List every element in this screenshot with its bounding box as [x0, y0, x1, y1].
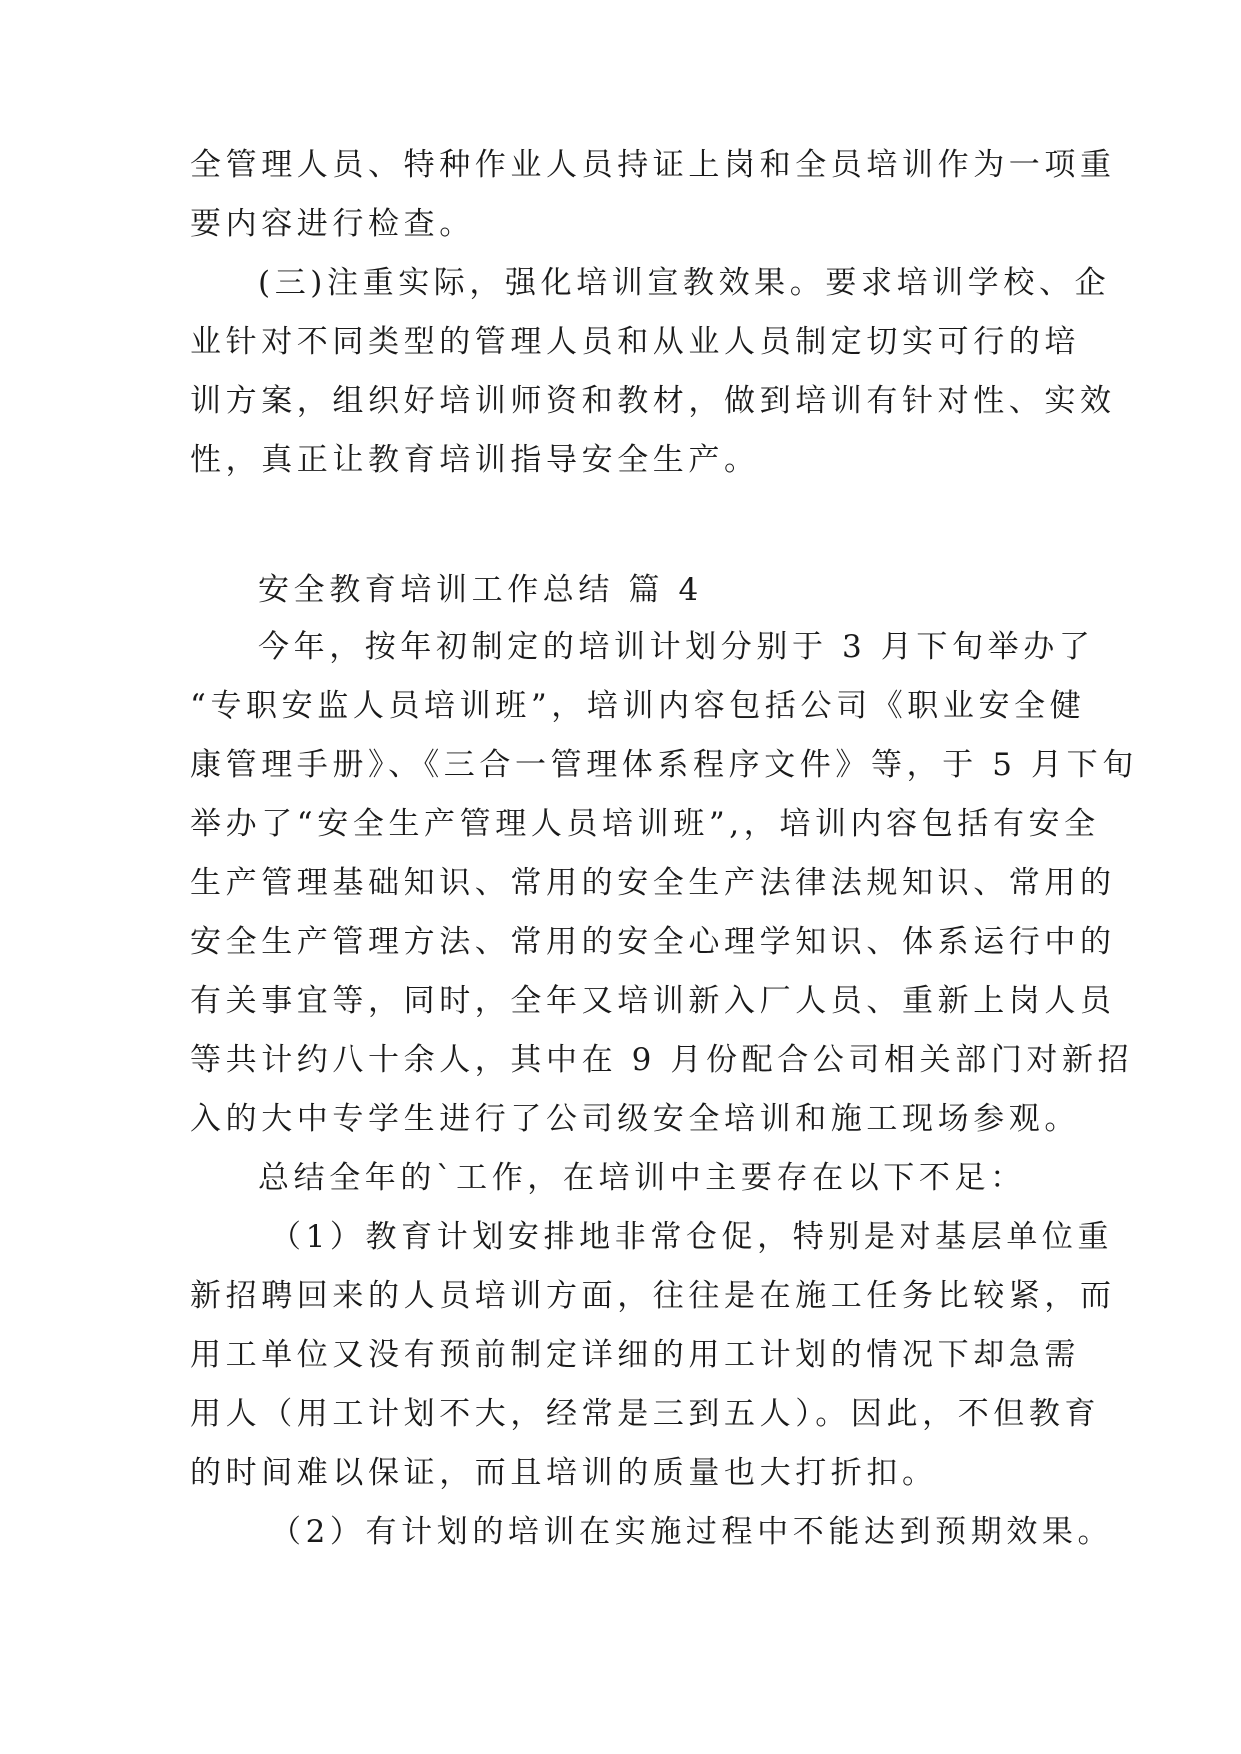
- paragraph-line: 用工单位又没有预前制定详细的用工计划的情况下却急需: [190, 1337, 1080, 1373]
- paragraph-line: 等共计约八十余人，其中在 9 月份配合公司相关部门对新招: [190, 1042, 1134, 1078]
- paragraph-line: 康管理手册》、《三合一管理体系程序文件》等，于 5 月下旬: [190, 747, 1138, 783]
- paragraph-line: （2）有计划的培训在实施过程中不能达到预期效果。: [270, 1514, 1114, 1550]
- section-2-text: [190, 618, 1138, 1562]
- paragraph-line: “专职安监人员培训班”，培训内容包括公司《职业安全健: [190, 688, 1086, 724]
- paragraph-line: 的时间难以保证，而且培训的质量也大打折扣。: [190, 1455, 938, 1491]
- section-1-text: [190, 136, 1116, 490]
- paragraph-line: 举办了“安全生产管理人员培训班”,，培训内容包括有安全: [190, 806, 1100, 842]
- paragraph-line: 今年，按年初制定的培训计划分别于 3 月下旬举办了: [258, 629, 1095, 665]
- paragraph-line: 业针对不同类型的管理人员和从业人员制定切实可行的培: [190, 324, 1080, 360]
- paragraph-line: (三)注重实际，强化培训宣教效果。要求培训学校、企: [258, 265, 1111, 301]
- paragraph-line: 全管理人员、特种作业人员持证上岗和全员培训作为一项重: [190, 147, 1116, 183]
- section-title: 安全教育培训工作总结 篇 4: [258, 572, 703, 608]
- paragraph-line: 总结全年的`工作，在培训中主要存在以下不足：: [258, 1160, 1026, 1196]
- paragraph-line: （1）教育计划安排地非常仓促，特别是对基层单位重: [270, 1219, 1114, 1255]
- paragraph-line: 性，真正让教育培训指导安全生产。: [190, 442, 760, 478]
- section-heading: [190, 561, 1050, 620]
- paragraph-line: 安全生产管理方法、常用的安全心理学知识、体系运行中的: [190, 924, 1116, 960]
- paragraph-line: 用人（用工计划不大，经常是三到五人）。因此，不但教育: [190, 1396, 1101, 1432]
- paragraph-line: 训方案，组织好培训师资和教材，做到培训有针对性、实效: [190, 383, 1116, 419]
- paragraph-line: 有关事宜等，同时，全年又培训新入厂人员、重新上岗人员: [190, 983, 1116, 1019]
- paragraph-line: 新招聘回来的人员培训方面，往往是在施工任务比较紧，而: [190, 1278, 1116, 1314]
- paragraph-line: 生产管理基础知识、常用的安全生产法律法规知识、常用的: [190, 865, 1116, 901]
- paragraph-line: 入的大中专学生进行了公司级安全培训和施工现场参观。: [190, 1101, 1080, 1137]
- paragraph-line: 要内容进行检查。: [190, 206, 475, 242]
